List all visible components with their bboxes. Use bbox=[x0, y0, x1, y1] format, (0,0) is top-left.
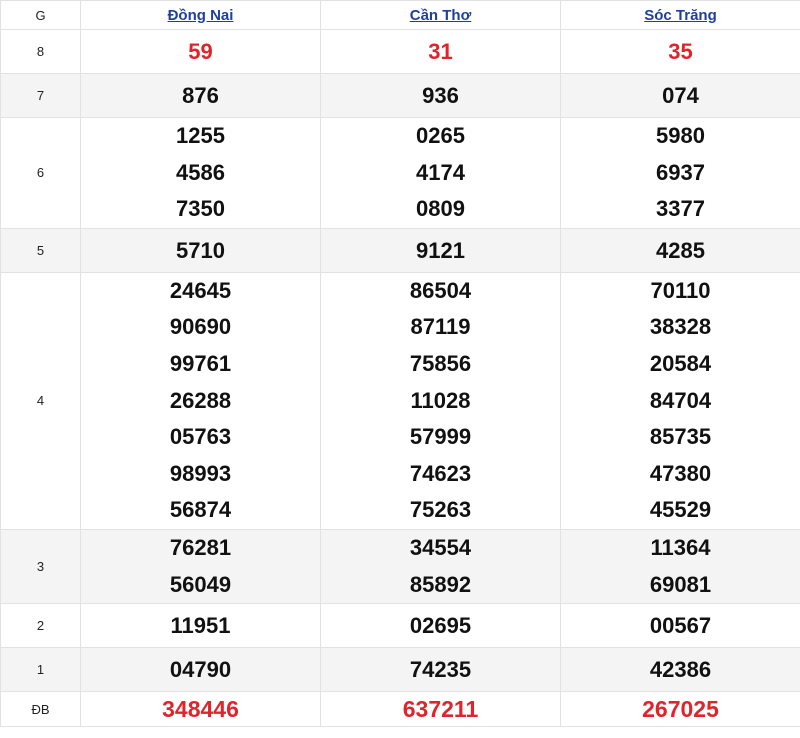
result-cell bbox=[321, 30, 561, 74]
result-number: 9121 bbox=[416, 237, 465, 263]
result-number: 34554 bbox=[409, 534, 472, 560]
result-number: 98993 bbox=[169, 460, 232, 486]
result-number: 86504 bbox=[409, 277, 472, 303]
result-number: 4285 bbox=[656, 237, 705, 263]
result-cell bbox=[561, 30, 800, 74]
result-number: 7350 bbox=[176, 196, 225, 222]
prize-row-4 bbox=[1, 272, 800, 529]
result-number: 1255 bbox=[176, 123, 225, 148]
prize-row-8 bbox=[1, 30, 800, 74]
prize-label: 1 bbox=[1, 648, 81, 692]
result-cell bbox=[321, 228, 561, 272]
jackpot-number: 637211 bbox=[402, 696, 479, 723]
result-cell bbox=[81, 118, 321, 229]
result-cell bbox=[561, 228, 800, 272]
prize-column-header: G bbox=[1, 1, 81, 30]
province-header-can-tho bbox=[321, 1, 561, 30]
prize-row-special bbox=[1, 692, 800, 727]
result-number: 5980 bbox=[656, 123, 705, 148]
result-number: 05763 bbox=[169, 424, 232, 450]
result-number: 26288 bbox=[169, 387, 232, 413]
result-cell bbox=[321, 118, 561, 229]
province-link-soc-trang[interactable]: Sóc Trăng bbox=[644, 6, 717, 24]
result-number: 42386 bbox=[649, 657, 712, 683]
result-number: 11364 bbox=[650, 534, 711, 560]
province-header-soc-trang bbox=[561, 1, 800, 30]
result-cell bbox=[81, 604, 321, 648]
prize-row-2 bbox=[1, 604, 800, 648]
result-number: 70110 bbox=[650, 277, 711, 303]
result-cell bbox=[81, 648, 321, 692]
result-cell bbox=[81, 74, 321, 118]
result-number: 3377 bbox=[656, 196, 705, 222]
result-number: 24645 bbox=[169, 277, 232, 303]
prize-row-3 bbox=[1, 529, 800, 603]
result-number: 59 bbox=[188, 39, 213, 64]
result-cell bbox=[81, 692, 321, 727]
prize-label: 2 bbox=[1, 604, 81, 648]
result-cell bbox=[81, 30, 321, 74]
result-number: 20584 bbox=[649, 350, 712, 376]
result-cell bbox=[321, 74, 561, 118]
result-cell bbox=[321, 648, 561, 692]
result-number: 0809 bbox=[416, 196, 465, 222]
result-number: 87119 bbox=[410, 314, 471, 340]
result-number: 00567 bbox=[649, 613, 712, 639]
result-cell bbox=[561, 692, 800, 727]
result-number: 90690 bbox=[169, 314, 232, 340]
result-number: 02695 bbox=[409, 613, 472, 639]
province-link-dong-nai[interactable]: Đồng Nai bbox=[167, 6, 234, 24]
result-number: 4174 bbox=[416, 159, 465, 185]
result-number: 47380 bbox=[649, 460, 712, 486]
result-number: 74235 bbox=[409, 657, 472, 683]
result-cell bbox=[321, 529, 561, 603]
result-cell bbox=[561, 272, 800, 529]
prize-label: 5 bbox=[1, 228, 81, 272]
result-cell bbox=[81, 272, 321, 529]
result-number: 85892 bbox=[409, 571, 472, 597]
result-cell bbox=[561, 648, 800, 692]
result-number: 85735 bbox=[649, 424, 712, 450]
result-cell bbox=[561, 118, 800, 229]
result-number: 4586 bbox=[176, 159, 225, 185]
result-number: 5710 bbox=[176, 237, 225, 263]
result-cell bbox=[561, 74, 800, 118]
prize-label: 8 bbox=[1, 30, 81, 74]
province-header-dong-nai bbox=[81, 1, 321, 30]
result-number: 56049 bbox=[169, 571, 232, 597]
result-number: 57999 bbox=[409, 424, 472, 450]
result-number: 74623 bbox=[409, 460, 472, 486]
result-number: 45529 bbox=[649, 497, 712, 523]
result-cell bbox=[81, 529, 321, 603]
header-row bbox=[1, 1, 800, 30]
result-cell bbox=[561, 529, 800, 603]
result-number: 04790 bbox=[169, 657, 232, 683]
jackpot-number: 348446 bbox=[162, 696, 239, 723]
result-number: 75856 bbox=[409, 350, 472, 376]
result-number: 0265 bbox=[416, 123, 465, 148]
result-number: 76281 bbox=[169, 534, 232, 560]
prize-row-6 bbox=[1, 118, 800, 229]
result-number: 99761 bbox=[169, 350, 232, 376]
result-number: 11951 bbox=[170, 613, 231, 639]
result-cell bbox=[321, 272, 561, 529]
result-cell bbox=[321, 604, 561, 648]
prize-label: 7 bbox=[1, 74, 81, 118]
result-number: 936 bbox=[422, 83, 459, 108]
result-number: 11028 bbox=[410, 387, 471, 413]
result-number: 56874 bbox=[169, 497, 232, 523]
prize-row-1 bbox=[1, 648, 800, 692]
jackpot-number: 267025 bbox=[642, 696, 719, 723]
result-number: 074 bbox=[662, 83, 699, 108]
prize-label: 4 bbox=[1, 272, 81, 529]
result-cell bbox=[321, 692, 561, 727]
prize-label: 6 bbox=[1, 118, 81, 229]
prize-label: 3 bbox=[1, 529, 81, 603]
result-number: 876 bbox=[182, 83, 219, 108]
result-number: 84704 bbox=[649, 387, 712, 413]
prize-row-5 bbox=[1, 228, 800, 272]
result-number: 6937 bbox=[656, 159, 705, 185]
prize-label: ĐB bbox=[1, 692, 81, 727]
result-number: 38328 bbox=[649, 314, 712, 340]
prize-row-7 bbox=[1, 74, 800, 118]
result-number: 75263 bbox=[409, 497, 472, 523]
result-cell bbox=[561, 604, 800, 648]
result-cell bbox=[81, 228, 321, 272]
result-number: 35 bbox=[668, 39, 693, 64]
result-number: 31 bbox=[428, 39, 453, 64]
result-number: 69081 bbox=[649, 571, 712, 597]
province-link-can-tho[interactable]: Cần Thơ bbox=[409, 6, 472, 24]
